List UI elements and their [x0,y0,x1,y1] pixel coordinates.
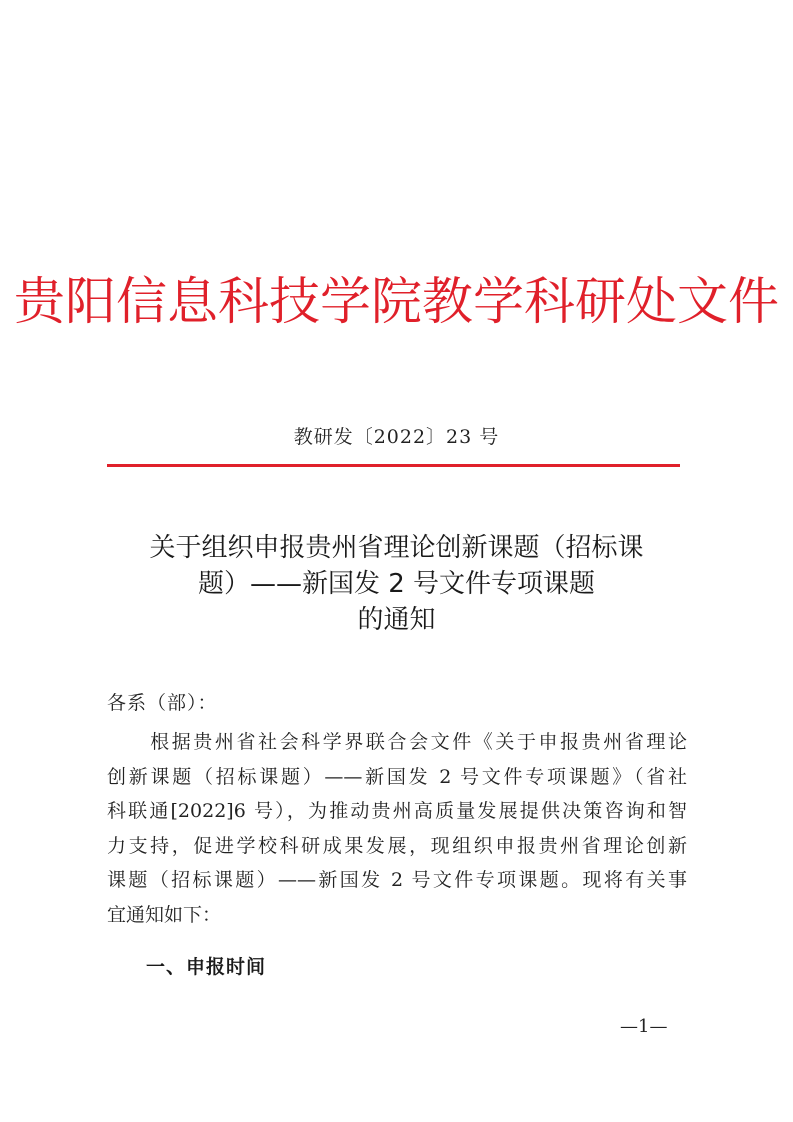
paragraph-line: 根据贵州省社会科学界联合会文件《关于申报贵州省理论 [107,731,687,753]
salutation: 各系（部）： [107,692,218,714]
notice-title [100,530,693,638]
document-number: 教研发〔2022〕23 号 [293,426,500,448]
notice-title-line: 的通知 [357,605,436,635]
page-number: —1— [620,1016,668,1037]
body-paragraph [107,725,687,933]
notice-title-line: 题）——新国发 2 号文件专项课题 [197,569,596,599]
notice-title-line: 关于组织申报贵州省理论创新课题（招标课 [149,533,644,563]
paragraph-line: 课题（招标课题）——新国发 2 号文件专项课题。现将有关事 [107,869,687,892]
paragraph-line: 科联通[2022]6 号），为推动贵州高质量发展提供决策咨询和智 [107,800,687,823]
section-heading: 一、申报时间 [146,956,267,978]
paragraph-line: 创新课题（招标课题）——新国发 2 号文件专项课题》（省社 [107,765,687,788]
document-header-title: 贵阳信息科技学院教学科研处文件 [13,273,779,332]
red-divider-rule [107,464,680,467]
paragraph-line: 力支持，促进学校科研成果发展，现组织申报贵州省理论创新 [107,834,687,857]
paragraph-line: 宜通知如下： [107,903,222,926]
